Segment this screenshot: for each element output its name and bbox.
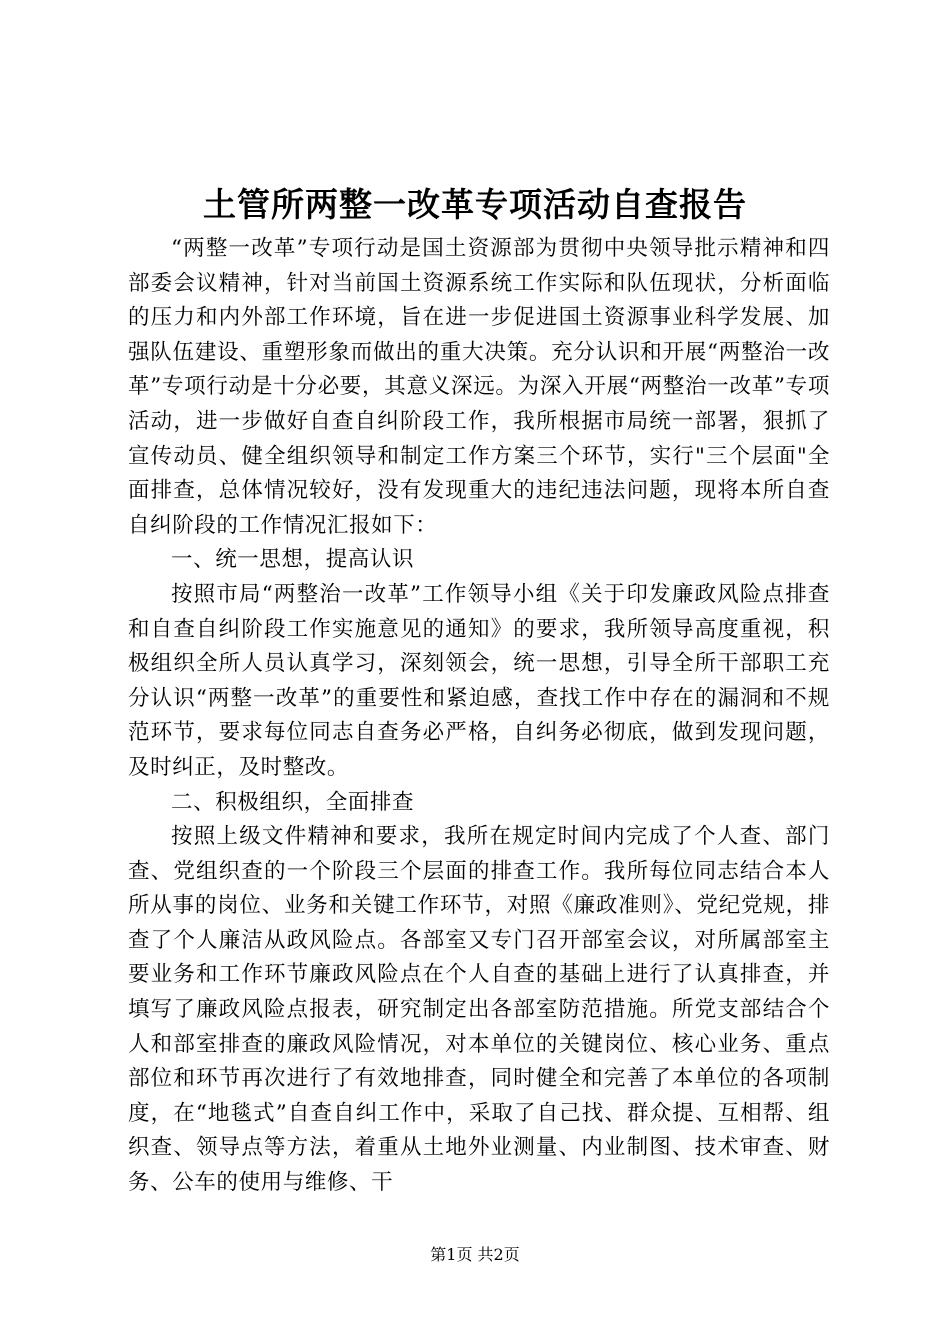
section-heading-2: 二、积极组织，全面排查 xyxy=(171,789,415,815)
section-2-paragraph: 按照上级文件精神和要求，我所在规定时间内完成了个人查、部门查、党组织查的一个阶段三个层面的排查工作。我所每位同志结合本人所从事的岗位、业务和关键工作环节，对照《廉政准则》、党纪党规，排查了个人廉洁从政风险点。各部室又专门召开部室会议，对所属部室主要业务和工作环节廉政风险点在个人自查的基础上进行了认真排查，并填写了廉政风险点报表，研究制定出各部室防范措施。所党支部结合个人和部室排查的廉政风险情况，对本单位的关键岗位、核心业务、重点部位和环节再次进行了有效地排查，同时健全和完善了本单位的各项制度，在“地毯式”自查自纠工作中，采取了自己找、群众提、互相帮、组织查、领导点等方法，着重从土地外业测量、内业制图、技术审查、财务、公车的使用与维修、干 xyxy=(128,824,830,1196)
document-title: 土管所两整一改革专项活动自查报告 xyxy=(203,185,747,224)
document-body xyxy=(128,232,830,1201)
section-heading-1: 一、统一思想，提高认识 xyxy=(171,547,415,573)
page-number-footer: 第1页 共2页 xyxy=(430,1245,520,1264)
intro-paragraph: “两整一改革”专项行动是国土资源部为贯彻中央领导批示精神和四部委会议精神，针对当前国土资源系统工作实际和队伍现状，分析面临的压力和内外部工作环境，旨在进一步促进国土资源事业科学发展、加强队伍建设、重塑形象而做出的重大决策。充分认识和开展“两整治一改革”专项行动是十分必要，其意义深远。为深入开展“两整治一改革”专项活动，进一步做好自查自纠阶段工作，我所根据市局统一部署，狠抓了宣传动员、健全组织领导和制定工作方案三个环节，实行"三个层面"全面排查，总体情况较好，没有发现重大的违纪违法问题，现将本所自查自纠阶段的工作情况汇报如下： xyxy=(128,236,830,538)
section-1-paragraph: 按照市局“两整治一改革”工作领导小组《关于印发廉政风险点排查和自查自纠阶段工作实施意见的通知》的要求，我所领导高度重视，积极组织全所人员认真学习，深刻领会，统一思想，引导全所干部职工充分认识“两整一改革”的重要性和紧迫感，查找工作中存在的漏洞和不规范环节，要求每位同志自查务必严格，自纠务必彻底，做到发现问题，及时纠正，及时整改。 xyxy=(128,581,830,780)
